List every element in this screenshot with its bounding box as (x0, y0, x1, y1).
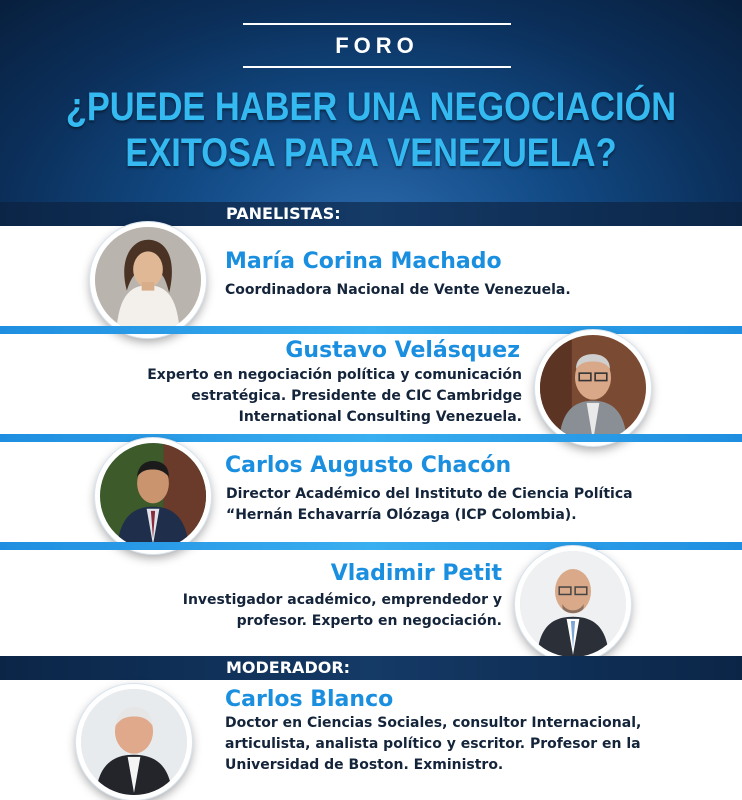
panelist-desc-4-line-2: profesor. Experto en negociación. (236, 613, 502, 629)
panelist-desc-1-line-1: Coordinadora Nacional de Vente Venezuela. (225, 282, 571, 298)
panelist-desc-2-line-3: International Consulting Venezuela. (238, 409, 522, 425)
panelist-desc-2-line-1: Experto en negociación política y comunicación (147, 367, 522, 383)
portrait-man-glasses-icon (540, 335, 646, 441)
moderator-name: Carlos Blanco (225, 687, 394, 712)
portrait-man-bald-icon (520, 551, 626, 657)
panelist-row-3 (0, 442, 742, 542)
moderator-desc-line-1: Doctor en Ciencias Sociales, consultor Internacional, (225, 715, 642, 731)
portrait-elder-man-icon (81, 689, 187, 795)
header-banner (0, 0, 742, 202)
panelist-desc-1 (225, 280, 571, 301)
event-title-line-1: ¿PUEDE HABER UNA NEGOCIACIÓN (65, 85, 677, 129)
panelist-name-2: Gustavo Velásquez (285, 338, 520, 363)
panelist-desc-3-line-1: Director Académico del Instituto de Ciencia Política (226, 486, 633, 502)
header-rule-top (243, 23, 511, 25)
event-title (52, 84, 690, 176)
panelist-desc-3 (226, 484, 633, 526)
panelist-photo-4 (515, 546, 631, 662)
event-title-line-2: EXITOSA PARA VENEZUELA? (125, 131, 617, 175)
moderator-desc-line-2: articulista, analista político y escritor. Profesor en la (225, 736, 641, 752)
portrait-man-suit-icon (100, 443, 206, 549)
panelists-section-bar (0, 202, 742, 226)
panelist-name-1: María Corina Machado (225, 249, 502, 274)
forum-label: FORO (335, 33, 419, 58)
moderator-row (0, 680, 742, 783)
panelist-desc-4 (183, 590, 502, 632)
panelist-photo-1 (90, 222, 206, 338)
panelist-photo-2 (535, 330, 651, 446)
panelist-desc-3-line-2: “Hernán Echavarría Olózaga (ICP Colombia). (226, 507, 577, 523)
panelist-name-4: Vladimir Petit (330, 561, 502, 586)
panelist-row-2 (0, 334, 742, 434)
panelist-name-3: Carlos Augusto Chacón (225, 453, 512, 478)
panelist-desc-2 (147, 365, 522, 428)
panelist-row-1 (0, 226, 742, 326)
divider-band-3 (0, 542, 742, 550)
moderator-desc-line-3: Universidad de Boston. Exministro. (225, 757, 504, 773)
divider-band-2 (0, 434, 742, 442)
panelist-desc-2-line-2: estratégica. Presidente de CIC Cambridge (191, 388, 522, 404)
panelists-section-label: PANELISTAS: (226, 204, 341, 223)
moderator-desc (225, 713, 641, 776)
portrait-woman-icon (95, 227, 201, 333)
header-rule-bottom (243, 66, 511, 68)
panelist-desc-4-line-1: Investigador académico, emprendedor y (182, 592, 502, 608)
panelist-photo-3 (95, 438, 211, 554)
panelist-row-4 (0, 550, 742, 656)
moderator-section-bar (0, 656, 742, 680)
moderator-section-label: MODERADOR: (226, 658, 351, 677)
divider-band-1 (0, 326, 742, 334)
